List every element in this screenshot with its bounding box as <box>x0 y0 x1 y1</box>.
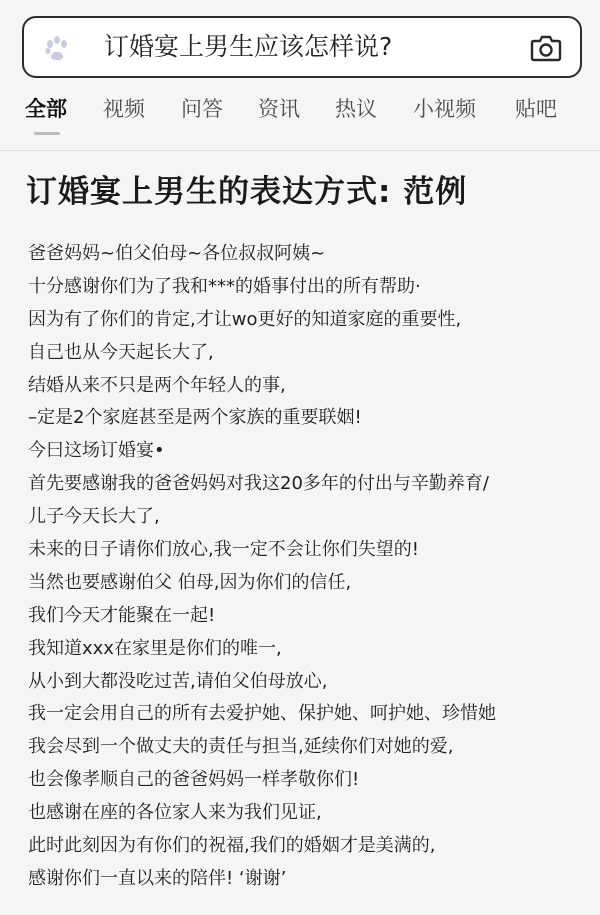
camera-icon[interactable] <box>530 33 562 63</box>
article-line: 儿子今天长大了, <box>28 506 160 528</box>
article-line: 也感谢在座的各位家人来为我们见证, <box>28 802 322 824</box>
article-line: 十分感谢你们为了我和***的婚事付出的所有帮助· <box>28 275 421 297</box>
tab-hot[interactable]: 热议 <box>335 97 377 121</box>
search-input[interactable]: 订婚宴上男生应该怎样说? <box>104 32 393 61</box>
article-line: 结婚从来不只是两个年轻人的事, <box>28 374 286 396</box>
article-line: 今曰这场订婚宴• <box>28 440 165 462</box>
article-line: 感谢你们一直以来的陪伴! ‘谢谢’ <box>28 867 287 889</box>
tab-qa[interactable]: 问答 <box>181 97 223 121</box>
tab-tieba[interactable]: 贴吧 <box>515 97 557 121</box>
article-line: –定是2个家庭甚至是两个家族的重要联姻! <box>28 407 362 429</box>
article-line: 我会尽到一个做丈夫的责任与担当,延续你们对她的爱, <box>28 736 454 758</box>
active-tab-indicator <box>34 132 60 135</box>
article-line: 爸爸妈妈~伯父伯母~各位叔叔阿姨~ <box>28 243 326 264</box>
article-line: 首先要感谢我的爸爸妈妈对我这20多年的付出与辛勤养育/ <box>28 473 489 495</box>
tab-news[interactable]: 资讯 <box>258 97 300 121</box>
article-title: 订婚宴上男生的表达方式: 范例 <box>26 174 468 210</box>
tab-video[interactable]: 视频 <box>103 97 145 121</box>
divider <box>0 150 600 151</box>
article-line: 自己也从今天起长大了, <box>28 341 214 363</box>
tab-all[interactable]: 全部 <box>25 97 67 121</box>
search-tabs <box>0 92 600 132</box>
search-bar[interactable] <box>22 16 582 78</box>
article-line: 因为有了你们的肯定,才让wo更好的知道家庭的重要性, <box>28 308 462 330</box>
article-line: 当然也要感谢伯父 伯母,因为你们的信任, <box>28 571 352 593</box>
article-line: 我知道xxx在家里是你们的唯一, <box>28 637 282 659</box>
article-line: 我们今天才能聚在一起! <box>28 604 216 626</box>
tab-short-video[interactable]: 小视频 <box>413 97 476 121</box>
article-line: 此时此刻因为有你们的祝福,我们的婚姻才是美满的, <box>28 835 436 857</box>
article-line: 也会像孝顺自己的爸爸妈妈一样孝敬你们! <box>28 769 360 791</box>
paw-icon <box>42 33 72 63</box>
article-line: 从小到大都没吃过苦,请伯父伯母放心, <box>28 670 328 692</box>
article-body <box>28 238 588 896</box>
article-line: 我一定会用自己的所有去爱护她、保护她、呵护她、珍惜她 <box>28 703 496 725</box>
article-line: 未来的日子请你们放心,我一定不会让你们失望的! <box>28 539 419 561</box>
